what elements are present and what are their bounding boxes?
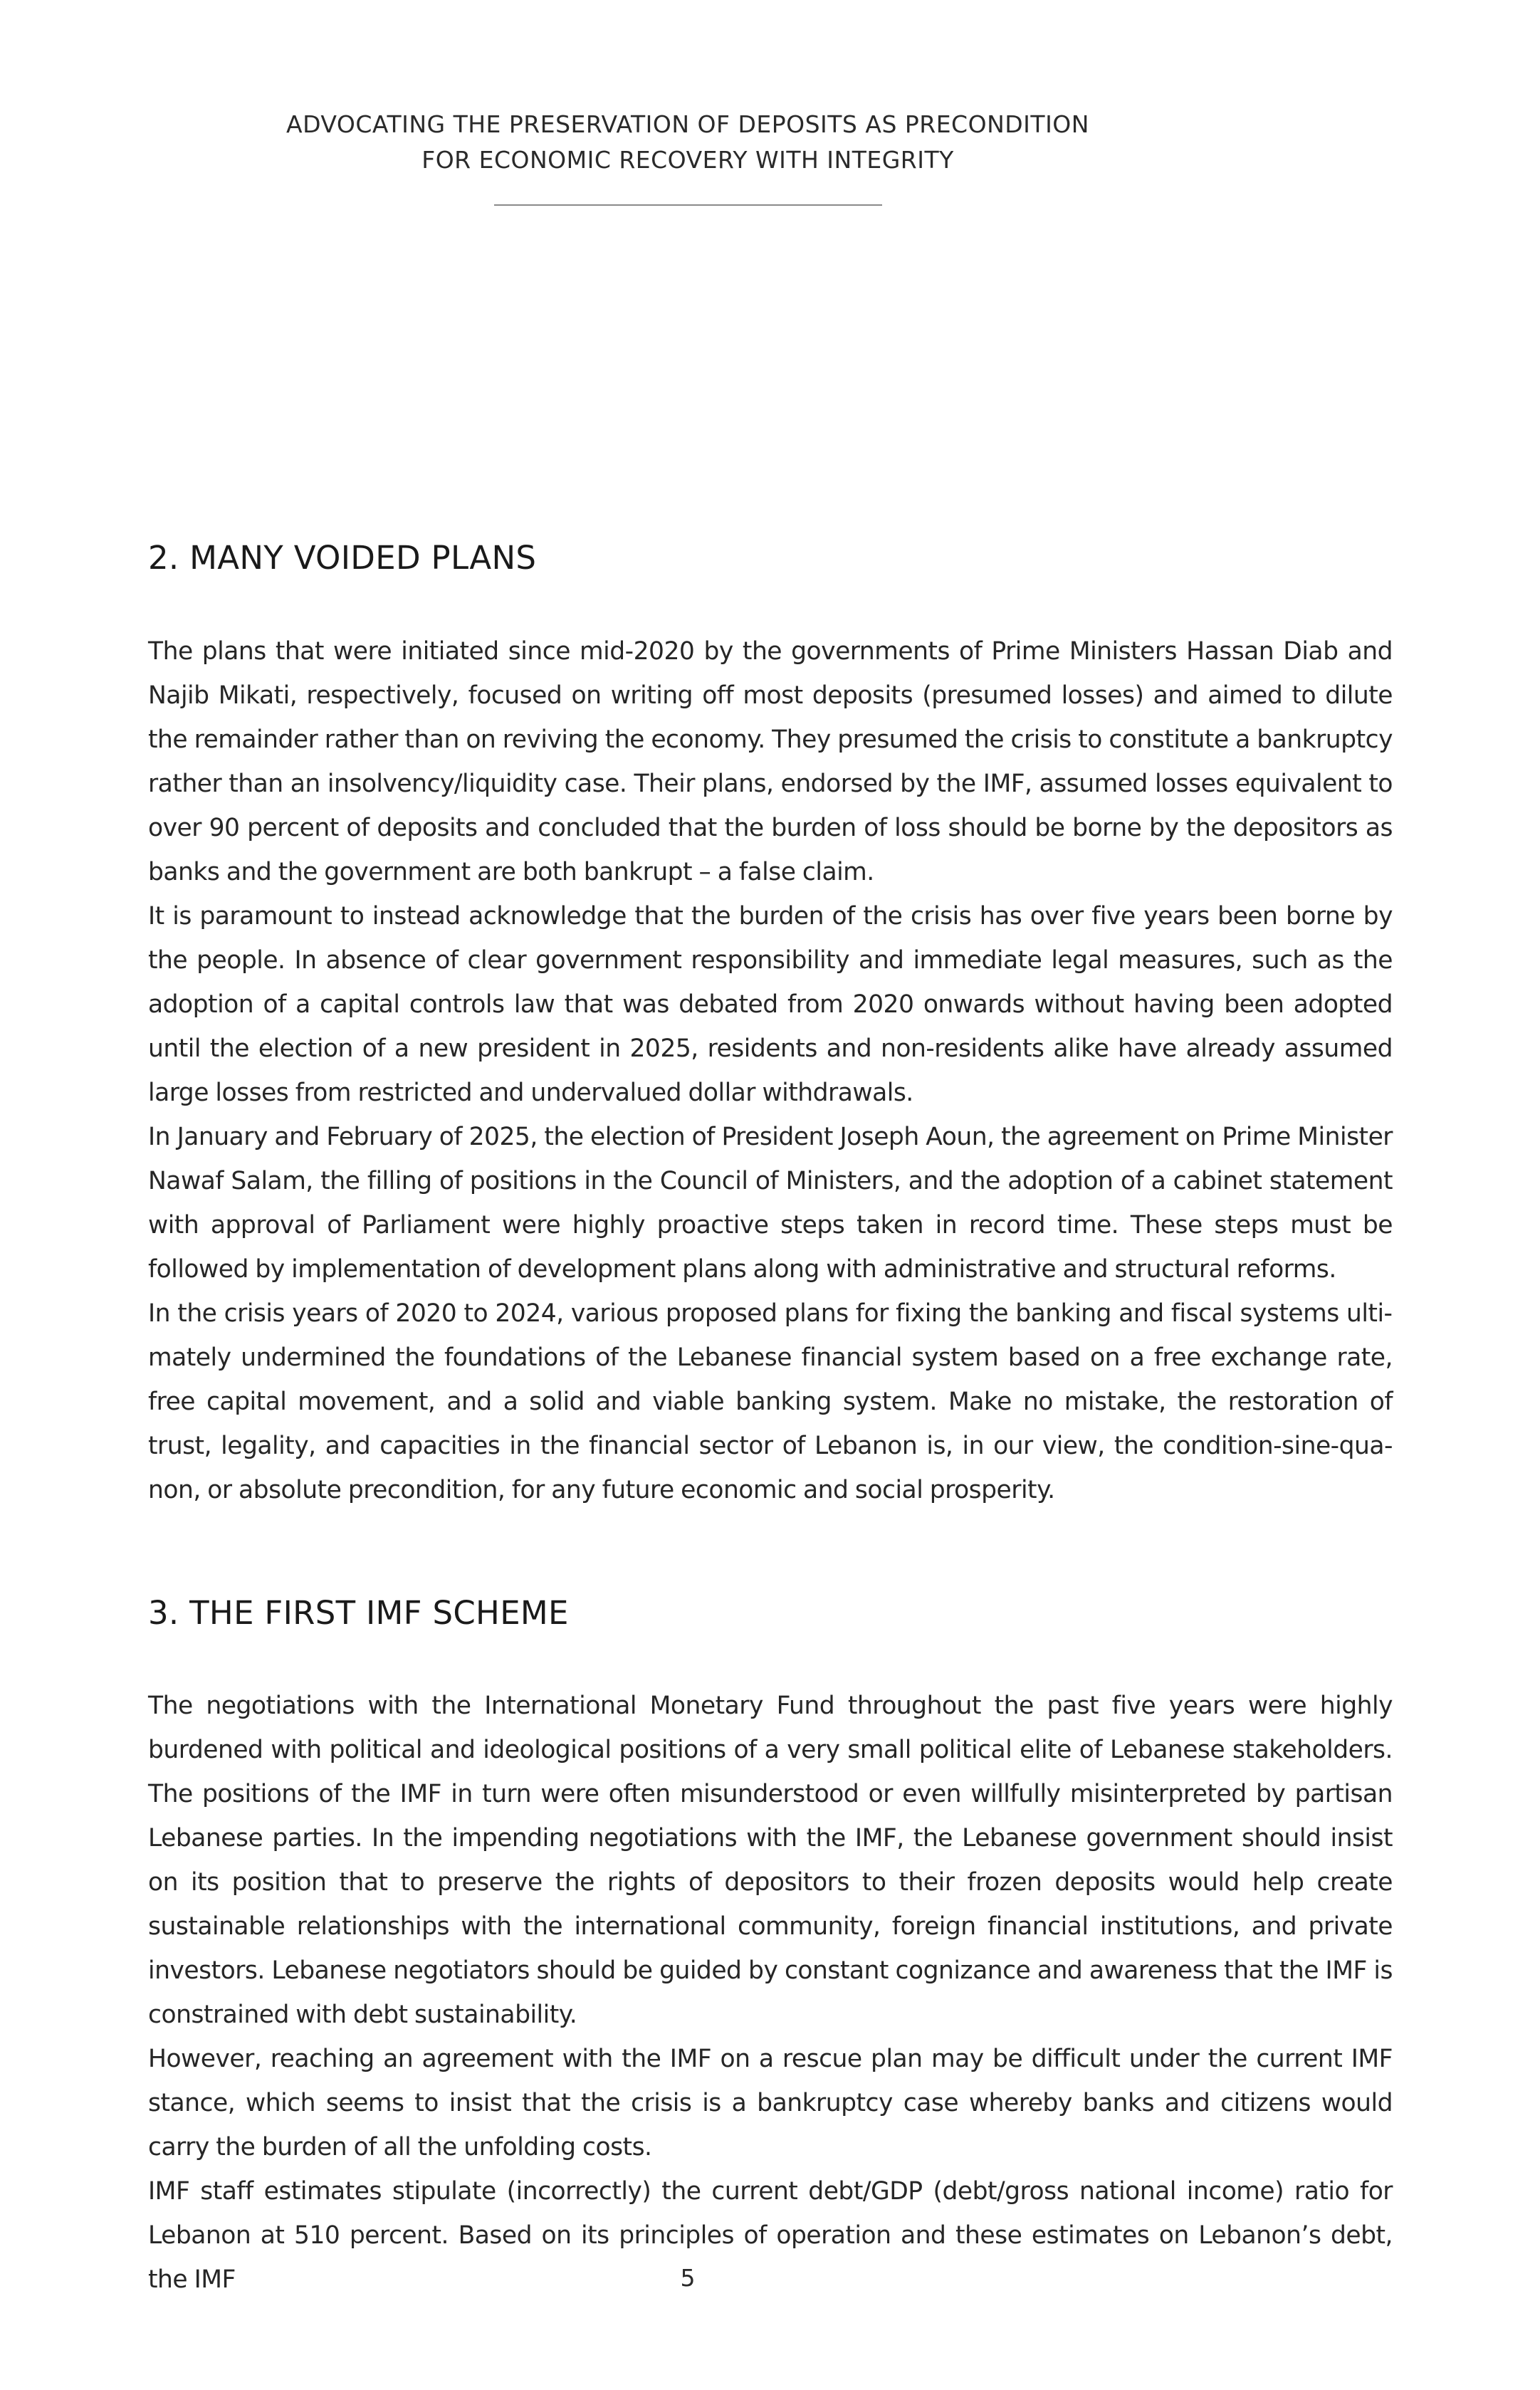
paragraph: The negotiations with the International Monetary Fund throughout the past five years were highly burdened with political and ideological positions of a very small political elite of Lebanese stakeholders. The positions of the IMF in turn were often misunderstood or even willfully misinterpreted by partisan Lebanese parties. In the impending negotiations with the IMF, the Lebanese government should insist on its position that to preserve the rights of depositors to their frozen deposits would help create sustainable relationships with the international community, foreign financial institutions, and private investors. Lebanese negotiators should be guided by constant cognizance and awareness that the IMF is constrained with debt sustainability. bbox=[148, 1692, 1393, 2029]
page-number: 5 bbox=[680, 2264, 696, 2292]
section-heading-first-imf-scheme: 3. THE FIRST IMF SCHEME bbox=[148, 1594, 569, 1632]
paragraph: The plans that were initiated since mid-2020 by the governments of Prime Ministers Hassan Diab and Najib Mikati, respectively, focused on writing off most deposits (presumed losses) and aimed to dilute the remainder rather than on reviving the economy. They presumed the crisis to constitute a bankruptcy rather than an insolvency/liquidity case. Their plans, endorsed by the IMF, assumed losses equivalent to over 90 percent of deposits and concluded that the burden of loss should be borne by the depositors as banks and the government are both bankrupt – a false claim. bbox=[148, 637, 1393, 886]
running-header-line-2: FOR ECONOMIC RECOVERY WITH INTEGRITY bbox=[421, 146, 954, 174]
paragraph: IMF staff estimates stipulate (incorrectly) the current debt/GDP (debt/gross national income) ratio for Lebanon at 510 percent. Based on its principles of operation and these estimates on Lebanon’s debt, the IMF bbox=[148, 2177, 1393, 2294]
running-header-line-1: ADVOCATING THE PRESERVATION OF DEPOSITS AS PRECONDITION bbox=[286, 110, 1089, 138]
header-divider bbox=[494, 204, 882, 206]
running-header bbox=[0, 107, 1376, 178]
section-body-first-imf-scheme bbox=[148, 1684, 1393, 2302]
paragraph: However, reaching an agreement with the IMF on a rescue plan may be difficult under the current IMF stance, which seems to insist that the crisis is a bankruptcy case whereby banks and citizens would carry the burden of all the unfolding costs. bbox=[148, 2045, 1393, 2161]
paragraph: It is paramount to instead acknowledge that the burden of the crisis has over five years been borne by the people. In absence of clear government responsibility and immediate legal measures, such as the adoption of a capital controls law that was debated from 2020 onwards without having been adopted until the election of a new president in 2025, residents and non-residents alike have already assumed large losses from restricted and undervalued dollar withdrawals. bbox=[148, 902, 1393, 1107]
paragraph: In the crisis years of 2020 to 2024, various proposed plans for fixing the banking and fiscal systems ultimately undermined the foundations of the Lebanese financial system based on a free exchange rate, free capital movement, and a solid and viable banking system. Make no mistake, the restoration of trust, legality, and capacities in the financial sector of Lebanon is, in our view, the condition-sine-qua-non, or absolute precondition, for any future economic and social prosperity. bbox=[148, 1299, 1393, 1504]
paragraph: In January and February of 2025, the election of President Joseph Aoun, the agreement on Prime Minister Nawaf Salam, the filling of positions in the Council of Ministers, and the adoption of a cabinet statement with approval of Parliament were highly proactive steps taken in record time. These steps must be followed by implementation of development plans along with administrative and structural reforms. bbox=[148, 1123, 1393, 1284]
section-body-many-voided-plans bbox=[148, 629, 1393, 1512]
section-heading-many-voided-plans: 2. MANY VOIDED PLANS bbox=[148, 539, 537, 577]
